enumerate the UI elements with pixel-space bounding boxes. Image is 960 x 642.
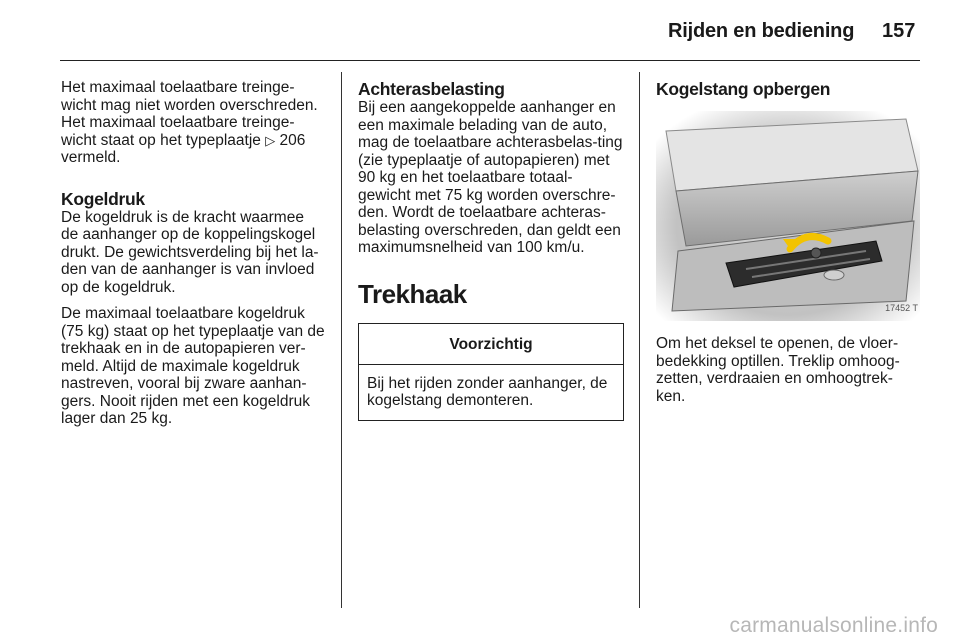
column-divider-1 bbox=[341, 72, 342, 608]
figure-label: 17452 T bbox=[885, 302, 918, 313]
caution-text: Bij het rijden zonder aanhanger, de kogelstang demonteren. bbox=[367, 374, 608, 409]
paragraph-kogelstang-instructions: Om het deksel te openen, de vloer-bedekking optillen. Treklip omhoog-zetten, verdraaien en omhoogtrek-ken. bbox=[656, 335, 900, 405]
page-reference-number: 206 bbox=[279, 131, 306, 149]
caution-box bbox=[358, 323, 624, 421]
header-divider bbox=[60, 60, 920, 61]
column-3 bbox=[656, 79, 922, 405]
column-divider-2 bbox=[639, 72, 640, 608]
paragraph-kogeldruk-max: De maximaal toelaatbare kogeldruk (75 kg) staat op het typeplaatje van de trekhaak en in de autopapieren ver-meld. Altijd de maximale kogeldruk nastreven, vooral bij zware aanhan-gers. Nooit rijden met een kogeldruk lager dan 25 kg. bbox=[61, 305, 325, 427]
page-reference[interactable]: ▷ bbox=[265, 132, 276, 148]
figure-trunk-storage bbox=[656, 111, 920, 321]
heading-kogeldruk: Kogeldruk bbox=[61, 188, 145, 209]
column-1 bbox=[61, 79, 325, 428]
trunk-illustration bbox=[656, 111, 920, 321]
paragraph-trailer-weight bbox=[61, 79, 325, 167]
heading-achterasbelasting: Achterasbelasting bbox=[358, 79, 505, 99]
heading-kogelstang-opbergen: Kogelstang opbergen bbox=[656, 79, 831, 99]
caution-title: Voorzichtig bbox=[449, 335, 533, 353]
page-header-title: Rijden en bediening bbox=[668, 20, 855, 42]
paragraph-tail: vermeld. bbox=[61, 149, 121, 166]
paragraph-achterasbelasting: Bij een aangekoppelde aanhanger en een maximale belading van de auto, mag de toelaatbare achterasbelas-ting (zie typeplaatje of autopapieren) met 90 kg en het toelaatbare totaal-gewicht met 75 kg worden overschre-den. Wordt de toelaatbare achteras-belasting overschreden, dan geldt een maximumsnelheid van 100 km/u. bbox=[358, 99, 623, 256]
watermark: carmanualsonline.info bbox=[729, 614, 938, 637]
page-number: 157 bbox=[882, 20, 916, 42]
paragraph-text: Het maximaal toelaatbare treinge-wicht mag niet worden overschreden. Het maximaal toelaatbare treinge-wicht staat op het typeplaatje bbox=[61, 79, 318, 149]
heading-trekhaak: Trekhaak bbox=[358, 278, 467, 309]
paragraph-kogeldruk-definition: De kogeldruk is de kracht waarmee de aanhanger op de koppelingskogel drukt. De gewichtsverdeling bij het la-den van de aanhanger is van invloed op de kogeldruk. bbox=[61, 208, 319, 296]
column-2 bbox=[358, 79, 624, 421]
